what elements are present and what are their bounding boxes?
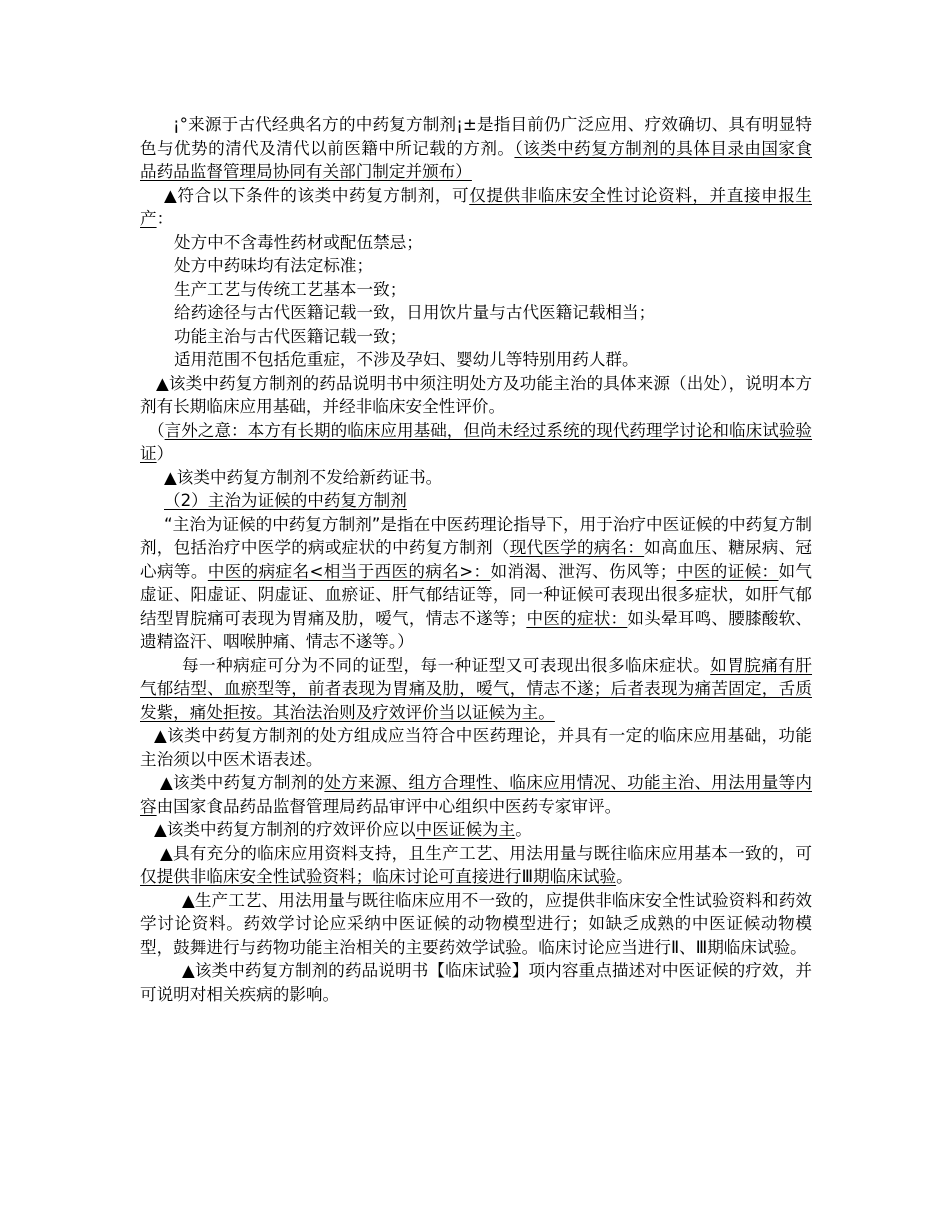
review-authority: 由国家食品药品监督管理局药品审评中心组织中医药专家审评。: [156, 796, 622, 816]
syndrome-types-text: 每一种病症可分为不同的证型，每一种证型又可表现出很多临床症状。: [182, 655, 711, 675]
catalog-note: （该类中药复方制剂的具体目录由国家食品药品监督管理局协同有关部门制定并颁布）: [140, 138, 813, 181]
condition-item: 生产工艺与传统工艺基本一致；: [174, 279, 407, 299]
paragraph-efficacy: [140, 818, 812, 842]
conditions-intro-emphasis: 仅提供非临床安全性讨论资料，并直接申报生产: [140, 185, 812, 228]
paragraph-label-source: ▲该类中药复方制剂的药品说明书中须注明处方及功能主治的具体来源（出处），说明本方剂有长期临床应用基础，并经非临床安全性评价。: [140, 373, 812, 416]
conditions-intro-text: ▲符合以下条件的该类中药复方制剂，可: [164, 185, 470, 205]
paragraph-clinical-data: [140, 842, 812, 889]
tcm-symptom-label: 中医的症状：: [526, 608, 628, 628]
tcm-syndrome-examples: 如气虚证、阳虚证、阴虚证、血瘀证、肝气郁结证等，同一种证候可表现出很多症状，如肝气郁结型胃脘痛可表现为胃痛及肋，嗳气，情志不遂等；: [140, 561, 813, 628]
condition-item: 适用范围不包括危重症，不涉及孕妇、婴幼儿等特别用药人群。: [174, 350, 639, 369]
review-text: ▲该类中药复方制剂的: [160, 773, 325, 792]
paragraph-composition: ▲该类中药复方制剂的处方组成应当符合中医药理论，并具有一定的临床应用基础，功能主治须以中医术语表述。: [140, 726, 812, 769]
implication-close: ）: [156, 444, 174, 463]
tcm-disease-examples: 如消渴、泄泻、伤风等；: [490, 561, 677, 581]
section-heading: [140, 489, 812, 513]
syndrome-types-example: 如胃脘痛有肝气郁结型、血瘀型等，前者表现为胃痛及肋，嗳气，情志不遂；后者表现为痛苦固定，舌质发紫，痛处拒按。其治法治则及疗效评价当以证候为主。: [140, 655, 813, 722]
efficacy-end: 。: [515, 820, 532, 839]
condition-item: 处方中不含毒性药材或配伍禁忌；: [174, 232, 423, 252]
paragraph-conditions-intro: [140, 184, 812, 231]
implication-open: （: [148, 420, 165, 440]
modern-disease-examples: 如高血压、糖尿病、冠心病等。: [140, 538, 813, 581]
condition-item: 功能主治与古代医籍记载一致；: [174, 326, 407, 346]
document-page: [140, 113, 812, 1006]
paragraph-implication: [140, 419, 812, 466]
efficacy-emphasis: 中医证候为主: [415, 820, 516, 839]
section-heading-text: （2）主治为证候的中药复方制剂: [164, 491, 407, 510]
paragraph-syndrome-types: [140, 654, 812, 725]
tcm-disease-label: 中医的病症名<相当于西医的病名>：: [207, 561, 491, 581]
paragraph-label-trials: ▲该类中药复方制剂的药品说明书【临床试验】项内容重点描述对中医证候的疗效，并可说明对相关疾病的影响。: [140, 961, 812, 1004]
condition-item: 给药途径与古代医籍记载一致，日用饮片量与古代医籍记载相当；: [174, 303, 656, 322]
tcm-syndrome-label: 中医的证候：: [676, 561, 779, 581]
paragraph-no-certificate: ▲该类中药复方制剂不发给新药证书。: [164, 467, 443, 487]
definition-text: ¡°来源于古代经典名方的中药复方制剂¡±是指目前仍广泛应用、疗效确切、具有明显特色与优势的清代及清代以前医籍中所记载的方剂。: [140, 115, 812, 158]
paragraph-syndrome-definition: [140, 513, 812, 654]
paragraph-review: [140, 771, 812, 818]
clinical-data-end: 。: [616, 867, 633, 886]
clinical-data-text: ▲具有充分的临床应用资料支持，且生产工艺、用法用量与既往临床应用基本一致的，可: [160, 843, 812, 863]
paragraph-classic-formula-definition: [140, 113, 812, 184]
syndrome-def-text: “主治为证候的中药复方制剂”是指在中医药理论指导下，用于治疗中医证候的中药复方制剂，包括治疗中医学的病或症状的中药复方制剂（: [140, 514, 812, 557]
review-items: 处方来源、组方合理性、临床应用情况、功能主治、用法用量等内容: [140, 773, 812, 816]
efficacy-text: ▲该类中药复方制剂的疗效评价应以: [154, 820, 416, 839]
modern-disease-label: 现代医学的病名：: [509, 538, 645, 557]
tcm-symptom-examples: 如头晕耳鸣、腰膝酸软、遗精盗汗、咽喉肿痛、情志不遂等。）: [140, 608, 813, 651]
clinical-data-emphasis: 仅提供非临床安全性试验资料；临床讨论可直接进行Ⅲ期临床试验: [140, 867, 617, 886]
condition-item: 处方中药味均有法定标准；: [174, 256, 374, 275]
paragraph-inconsistent-process: ▲生产工艺、用法用量与既往临床应用不一致的，应提供非临床安全性试验资料和药效学讨论资料。药效学讨论应采纳中医证候的动物模型进行；如缺乏成熟的中医证候动物模型，鼓舞进行与药物功能主治相关的主要药效学试验。临床讨论应当进行Ⅱ、Ⅲ期临床试验。: [140, 890, 812, 957]
implication-text: 言外之意：本方有长期的临床应用基础，但尚未经过系统的现代药理学讨论和临床试验验证: [140, 420, 813, 463]
conditions-intro-colon: ：: [156, 209, 174, 228]
